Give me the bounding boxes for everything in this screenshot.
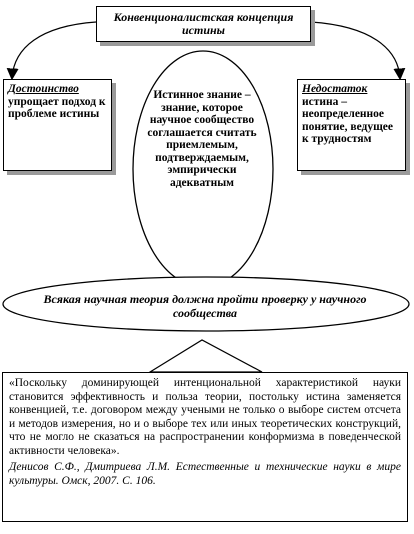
disadvantage-text: истина – неопределенное понятие, ведущее к трудностям xyxy=(302,95,394,145)
citation: Денисов С.Ф., Дмитриева Л.М. Естественные и технические науки в мире культуры. Омск, 2007. С. 106. xyxy=(9,461,401,487)
theory-verification-statement: Всякая научная теория должна пройти проверку у научного сообщества xyxy=(43,292,367,320)
disadvantage-heading: Недостаток xyxy=(302,83,368,95)
advantage-text: упрощает подход к проблеме истины xyxy=(8,95,106,120)
arrow-to-left-box xyxy=(12,22,96,78)
quote-box xyxy=(2,372,408,522)
arrow-to-right-box xyxy=(311,22,400,78)
disadvantage-box xyxy=(297,79,406,171)
title-box xyxy=(96,6,311,42)
true-knowledge-definition: Истинное знание – знание, которое научное сообщество соглашается считать приемлемым, подтверждаемым, эмпирически адекватным xyxy=(147,89,257,189)
advantage-box xyxy=(3,79,112,171)
title-text: Конвенционалистская концепция истины xyxy=(113,10,294,37)
callout-pointer xyxy=(150,340,262,372)
quote-text: «Поскольку доминирующей интенциональной характеристикой науки становится эффективность и польза теории, постольку истина заменяется конвенцией, т.е. договором между учеными не только о выборе систем отсчета и методов измерения, но и о выборе тех или иных теоретических конструкций, что не могло не сказаться на распространении конформизма в поведенческой активности человека». xyxy=(9,377,401,457)
advantage-heading: Достоинство xyxy=(8,83,79,95)
